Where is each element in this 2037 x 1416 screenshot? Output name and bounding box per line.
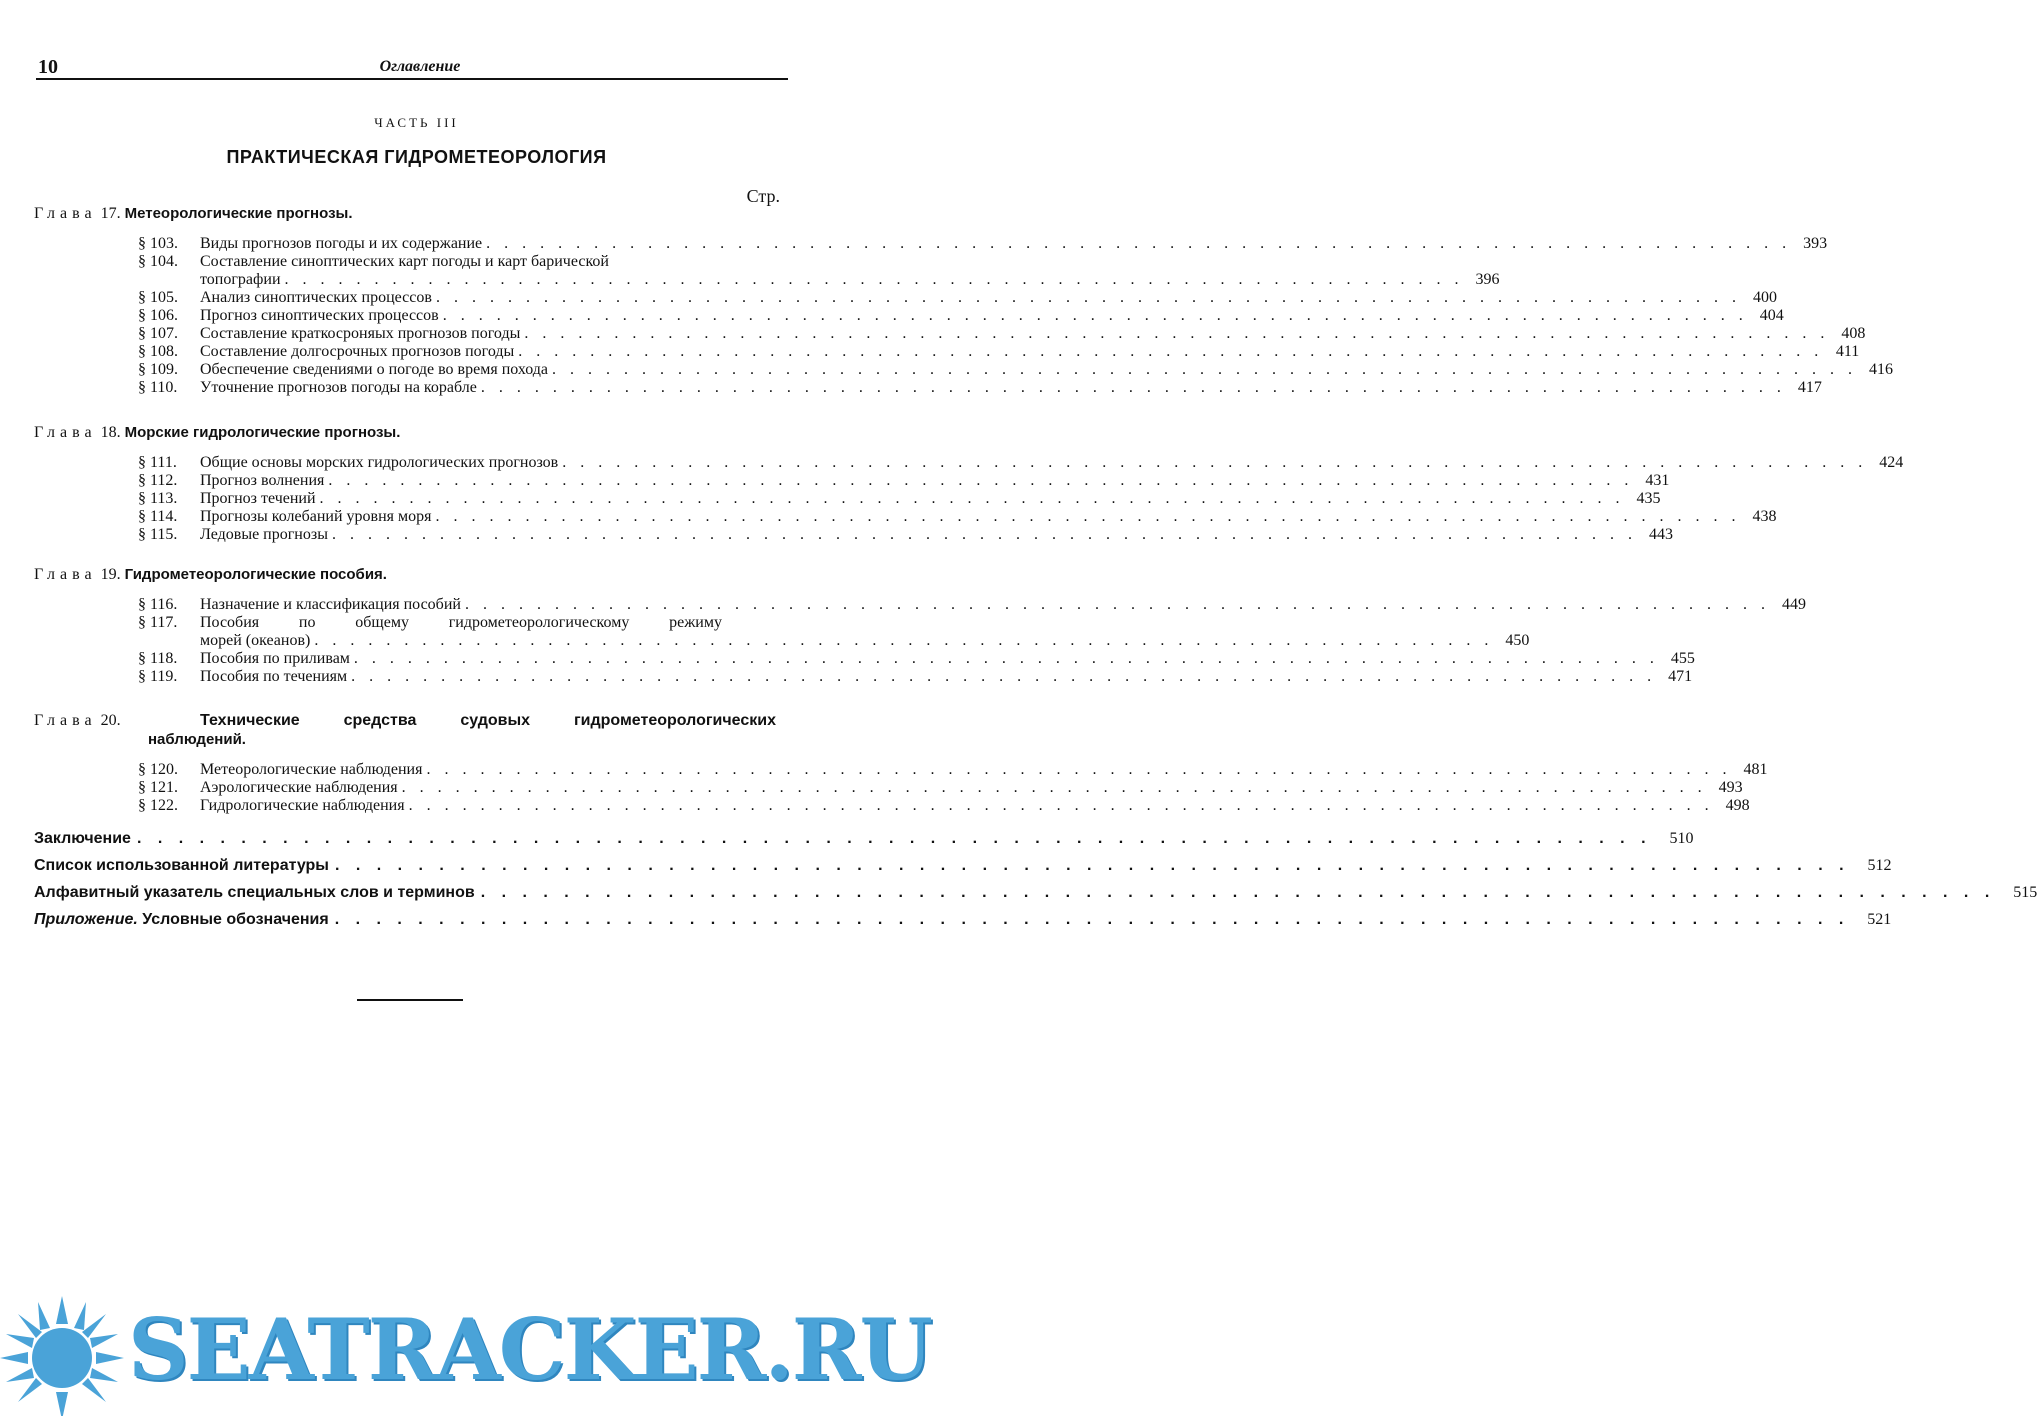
back-matter-page: 512 (1867, 857, 1892, 874)
toc-entry-continuation (200, 271, 1500, 289)
title-word: режиму (669, 614, 722, 631)
part-label: ЧАСТЬ III (374, 115, 459, 130)
chapter-title-continuation: наблюдений. (148, 731, 246, 748)
leader-dots (518, 343, 1823, 361)
part-title: ПРАКТИЧЕСКАЯ ГИДРОМЕТЕОРОЛОГИЯ (226, 147, 607, 167)
section-number: § 119. (138, 668, 178, 685)
section-page: 481 (1743, 761, 1768, 778)
section-number: § 108. (138, 343, 178, 360)
section-number: § 111. (138, 454, 177, 471)
page-number: 10 (38, 56, 58, 78)
section-page: 438 (1752, 508, 1777, 525)
section-page: 396 (1475, 271, 1500, 288)
title-word: Пособия (200, 614, 260, 631)
leader-dots (354, 650, 1659, 668)
section-page: 417 (1797, 379, 1822, 396)
leader-dots (402, 779, 1707, 797)
toc-entry (138, 343, 1860, 361)
title-word: по (298, 614, 316, 631)
section-title: Виды прогнозов погоды и их содержание (200, 235, 483, 252)
chapter-word: Глава (34, 424, 97, 441)
title-word: судовых (460, 712, 531, 729)
leader-dots (552, 361, 1857, 379)
section-title: Прогнозы колебаний уровня моря (200, 508, 432, 525)
section-page: 404 (1759, 307, 1784, 324)
back-matter-entry (34, 884, 2037, 906)
section-page: 443 (1648, 526, 1673, 543)
section-title: Уточнение прогнозов погоды на корабле (200, 379, 477, 396)
section-title: Обеспечение сведениями о погоде во время похода (200, 361, 549, 378)
section-title: Метеорологические наблюдения (200, 761, 423, 778)
back-matter-title: Заключение (34, 830, 131, 847)
section-title: Прогноз синоптических процессов (200, 307, 439, 324)
title-word: общему (355, 614, 409, 631)
leader-dots (332, 526, 1637, 544)
section-page: 471 (1668, 668, 1693, 685)
section-number: § 118. (138, 650, 178, 667)
toc-entry (138, 253, 770, 271)
section-number: § 116. (138, 596, 178, 613)
leader-dots (465, 596, 1770, 614)
chapter-word: Глава (34, 205, 97, 222)
toc-entry (138, 472, 1670, 490)
section-number: § 112. (138, 472, 178, 489)
section-title: Общие основы морских гидрологических прогнозов (200, 454, 559, 471)
leader-dots (409, 797, 1714, 815)
toc-entry (138, 490, 1661, 508)
section-page: 450 (1505, 632, 1530, 649)
leader-dots (285, 271, 1464, 289)
section-number: § 109. (138, 361, 178, 378)
toc-entry (138, 289, 1777, 307)
section-title-continuation: топографии (200, 271, 281, 288)
section-title: Пособия по приливам (200, 650, 350, 667)
toc-entry (138, 361, 1894, 379)
section-number: § 117. (138, 614, 178, 631)
chapter-word: Глава (34, 712, 97, 729)
section-title: Аэрологические наблюдения (200, 779, 398, 796)
section-number: § 122. (138, 797, 178, 814)
leader-dots (335, 911, 1850, 929)
section-number: § 110. (138, 379, 178, 396)
leader-dots (443, 307, 1748, 325)
back-matter-title: Список использованной литературы (34, 857, 329, 874)
section-page: 411 (1835, 343, 1860, 360)
section-page: 424 (1879, 454, 1904, 471)
toc-entry (138, 508, 1777, 526)
toc-entry (138, 650, 1695, 668)
leader-dots (481, 379, 1786, 397)
chapter-title: Морские гидрологические прогнозы. (124, 424, 401, 441)
chapter-title: Метеорологические прогнозы. (124, 205, 353, 222)
leader-dots (436, 289, 1741, 307)
section-page: 498 (1725, 797, 1750, 814)
back-matter-entry (34, 830, 1694, 852)
toc-entry (138, 526, 1673, 544)
toc-entry (138, 454, 1904, 472)
leader-dots (524, 325, 1829, 343)
title-word: гидрометеорологических (573, 712, 776, 729)
section-number: § 121. (138, 779, 178, 796)
section-page: 416 (1869, 361, 1894, 378)
section-title-continuation: морей (океанов) (200, 632, 311, 649)
back-matter-entry (34, 857, 1892, 879)
toc-entry (138, 596, 1806, 614)
section-title: Анализ синоптических процессов (200, 289, 432, 306)
chapter-word: Глава (34, 566, 97, 583)
section-page: 431 (1645, 472, 1670, 489)
chapter-number: 19. (100, 566, 121, 583)
header-rule (36, 78, 788, 80)
chapter-title: Гидрометеорологические пособия. (124, 566, 387, 583)
toc-entry (138, 779, 1743, 797)
back-matter-entry (34, 911, 1892, 933)
section-number: § 105. (138, 289, 178, 306)
chapter-number: 18. (100, 424, 121, 441)
section-page: 435 (1636, 490, 1661, 507)
watermark-text: SEATRACKER.RU (128, 1300, 931, 1399)
section-page: 400 (1752, 289, 1777, 306)
back-matter-page: 510 (1669, 830, 1694, 847)
section-title-justified (200, 614, 722, 632)
section-number: § 104. (138, 253, 178, 270)
toc-entry (138, 235, 1828, 253)
section-number: § 103. (138, 235, 178, 252)
section-title: Пособия по течениям (200, 668, 348, 685)
section-page: 493 (1718, 779, 1743, 796)
chapter-number: 20. (100, 712, 121, 729)
leader-dots (486, 235, 1791, 253)
section-number: § 106. (138, 307, 178, 324)
toc-entry (138, 761, 1768, 779)
toc-entry-continuation (200, 632, 1530, 650)
back-matter-title: Алфавитный указатель специальных слов и терминов (34, 884, 475, 901)
toc-entry (138, 668, 1693, 686)
chapter-title-justified (200, 712, 776, 732)
chapter-heading (34, 424, 400, 446)
title-word: гидрометеорологическому (448, 614, 630, 631)
back-matter-title-italic: Приложение. (34, 911, 138, 928)
leader-dots (328, 472, 1633, 490)
title-word: средства (343, 712, 417, 729)
section-title: Составление краткосроняых прогнозов погоды (200, 325, 521, 342)
section-title: Назначение и классификация пособий (200, 596, 461, 613)
section-title: Прогноз течений (200, 490, 316, 507)
sun-icon (0, 1296, 128, 1416)
section-number: § 115. (138, 526, 178, 543)
section-number: § 120. (138, 761, 178, 778)
title-word: Технические (200, 712, 300, 729)
section-title: Гидрологические наблюдения (200, 797, 405, 814)
section-number: § 114. (138, 508, 178, 525)
section-title: Ледовые прогнозы (200, 526, 328, 543)
leader-dots (351, 668, 1656, 686)
section-number: § 113. (138, 490, 178, 507)
toc-entry (138, 307, 1784, 325)
section-title: Составление долгосрочных прогнозов погоды (200, 343, 515, 360)
leader-dots (435, 508, 1740, 526)
chapter-heading (34, 712, 121, 734)
chapter-heading (34, 205, 353, 227)
leader-dots (562, 454, 1867, 472)
leader-dots (426, 761, 1731, 779)
chapter-number: 17. (100, 205, 121, 222)
section-title: Составление синоптических карт погоды и карт барической (200, 253, 609, 270)
running-title: Оглавление (379, 58, 461, 75)
leader-dots (335, 857, 1850, 875)
section-title: Прогноз волнения (200, 472, 325, 489)
section-page: 408 (1841, 325, 1866, 342)
leader-dots (314, 632, 1493, 650)
section-number: § 107. (138, 325, 178, 342)
toc-entry (138, 325, 1866, 343)
toc-entry (138, 379, 1822, 397)
section-page: 449 (1781, 596, 1806, 613)
leader-dots (137, 830, 1652, 848)
page-column-label: Стр. (746, 186, 780, 206)
end-rule (357, 999, 463, 1001)
toc-entry (138, 797, 1750, 815)
leader-dots (481, 884, 1996, 902)
leader-dots (320, 490, 1625, 508)
section-page: 455 (1670, 650, 1695, 667)
back-matter-page: 515 (2013, 884, 2037, 901)
chapter-heading (34, 566, 387, 588)
section-page: 393 (1803, 235, 1828, 252)
back-matter-title: Условные обозначения (142, 911, 329, 928)
back-matter-page: 521 (1867, 911, 1892, 928)
